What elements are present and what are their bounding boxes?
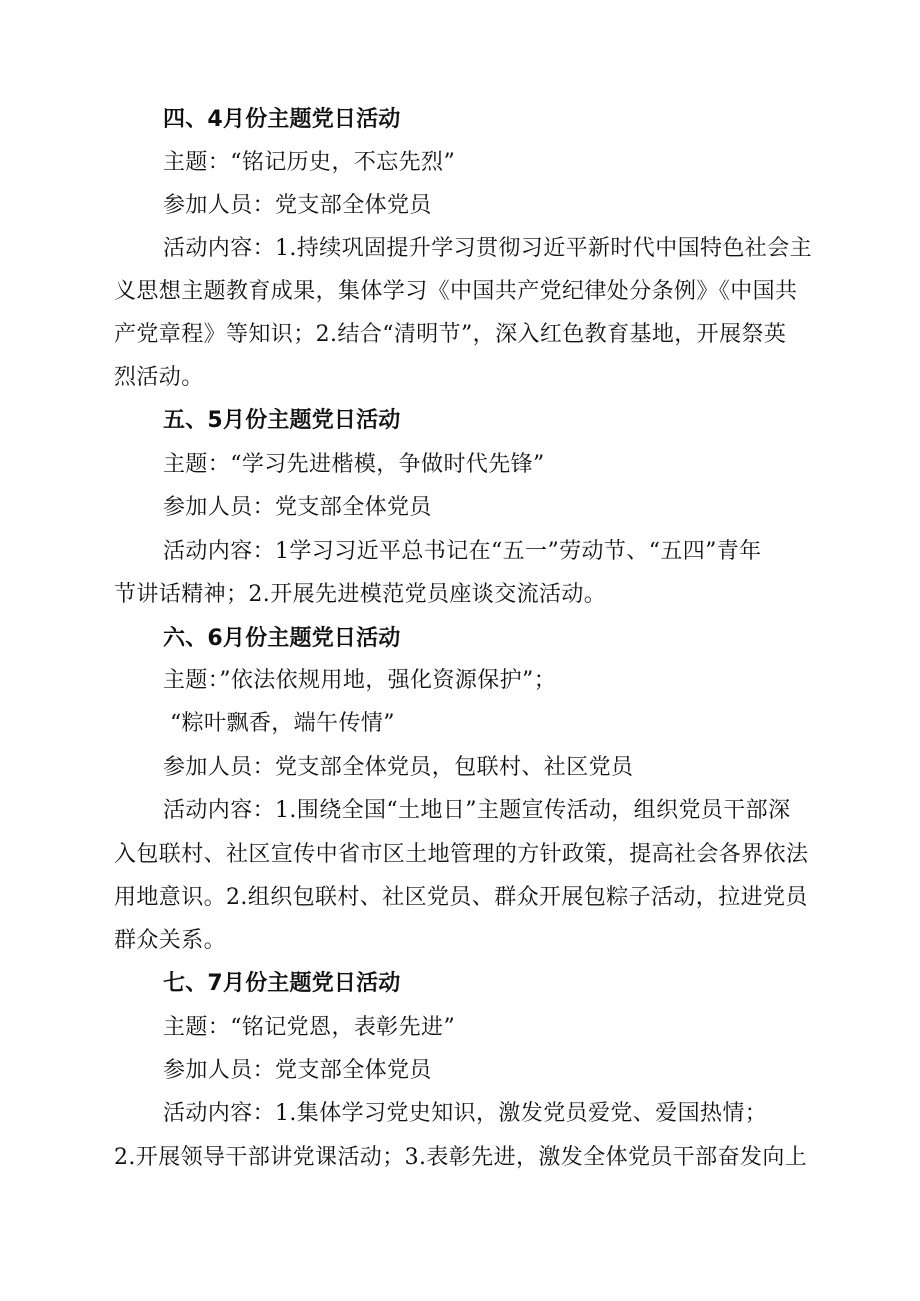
section-participants: 参加人员：党支部全体党员，包联村、社区党员	[163, 755, 634, 780]
section-theme: 主题：“铭记历史，不忘先烈”	[163, 150, 456, 175]
section-content-line: 群众关系。	[114, 928, 227, 953]
section-content-line: 节讲话精神；2.开展先进模范党员座谈交流活动。	[114, 582, 607, 607]
section-heading: 七、7月份主题党日活动	[163, 971, 401, 996]
section-content-line: 用地意识。2.组织包联村、社区党员、群众开展包粽子活动，拉进党员	[114, 885, 808, 910]
section-participants: 参加人员：党支部全体党员	[163, 1058, 432, 1083]
section-content-line: 活动内容：1.围绕全国“土地日”主题宣传活动，组织党员干部深	[163, 798, 791, 823]
section-participants: 参加人员：党支部全体党员	[163, 193, 432, 218]
section-theme: 主题：“铭记党恩，表彰先进”	[163, 1015, 456, 1040]
section-participants: 参加人员：党支部全体党员	[163, 495, 432, 520]
section-content-line: 活动内容：1.持续巩固提升学习贯彻习近平新时代中国特色社会主	[163, 236, 812, 261]
section-heading: 五、5月份主题党日活动	[163, 408, 401, 433]
section-content-line: 2.开展领导干部讲党课活动；3.表彰先进，激发全体党员干部奋发向上	[114, 1145, 808, 1170]
section-content-line: 产党章程》等知识；2.结合“清明节”，深入红色教育基地，开展祭英	[114, 322, 787, 347]
section-content-line: 活动内容：1学习习近平总书记在“五一”劳动节、“五四”青年	[163, 539, 762, 564]
section-heading: 四、4月份主题党日活动	[163, 107, 401, 132]
section-theme-2: “粽叶飘香，端午传情”	[170, 711, 395, 736]
section-content-line: 入包联村、社区宣传中省市区土地管理的方针政策，提高社会各界依法	[114, 842, 809, 867]
section-content-line: 烈活动。	[114, 365, 204, 390]
section-content-line: 义思想主题教育成果，集体学习《中国共产党纪律处分条例》《中国共	[114, 279, 798, 304]
section-content-line: 活动内容：1.集体学习党史知识，激发党员爱党、爱国热情；	[163, 1101, 768, 1126]
section-heading: 六、6月份主题党日活动	[163, 626, 401, 651]
section-theme: 主题：“学习先进楷模，争做时代先锋”	[163, 452, 545, 477]
section-theme: 主题：”依法依规用地，强化资源保护”；	[163, 668, 557, 693]
